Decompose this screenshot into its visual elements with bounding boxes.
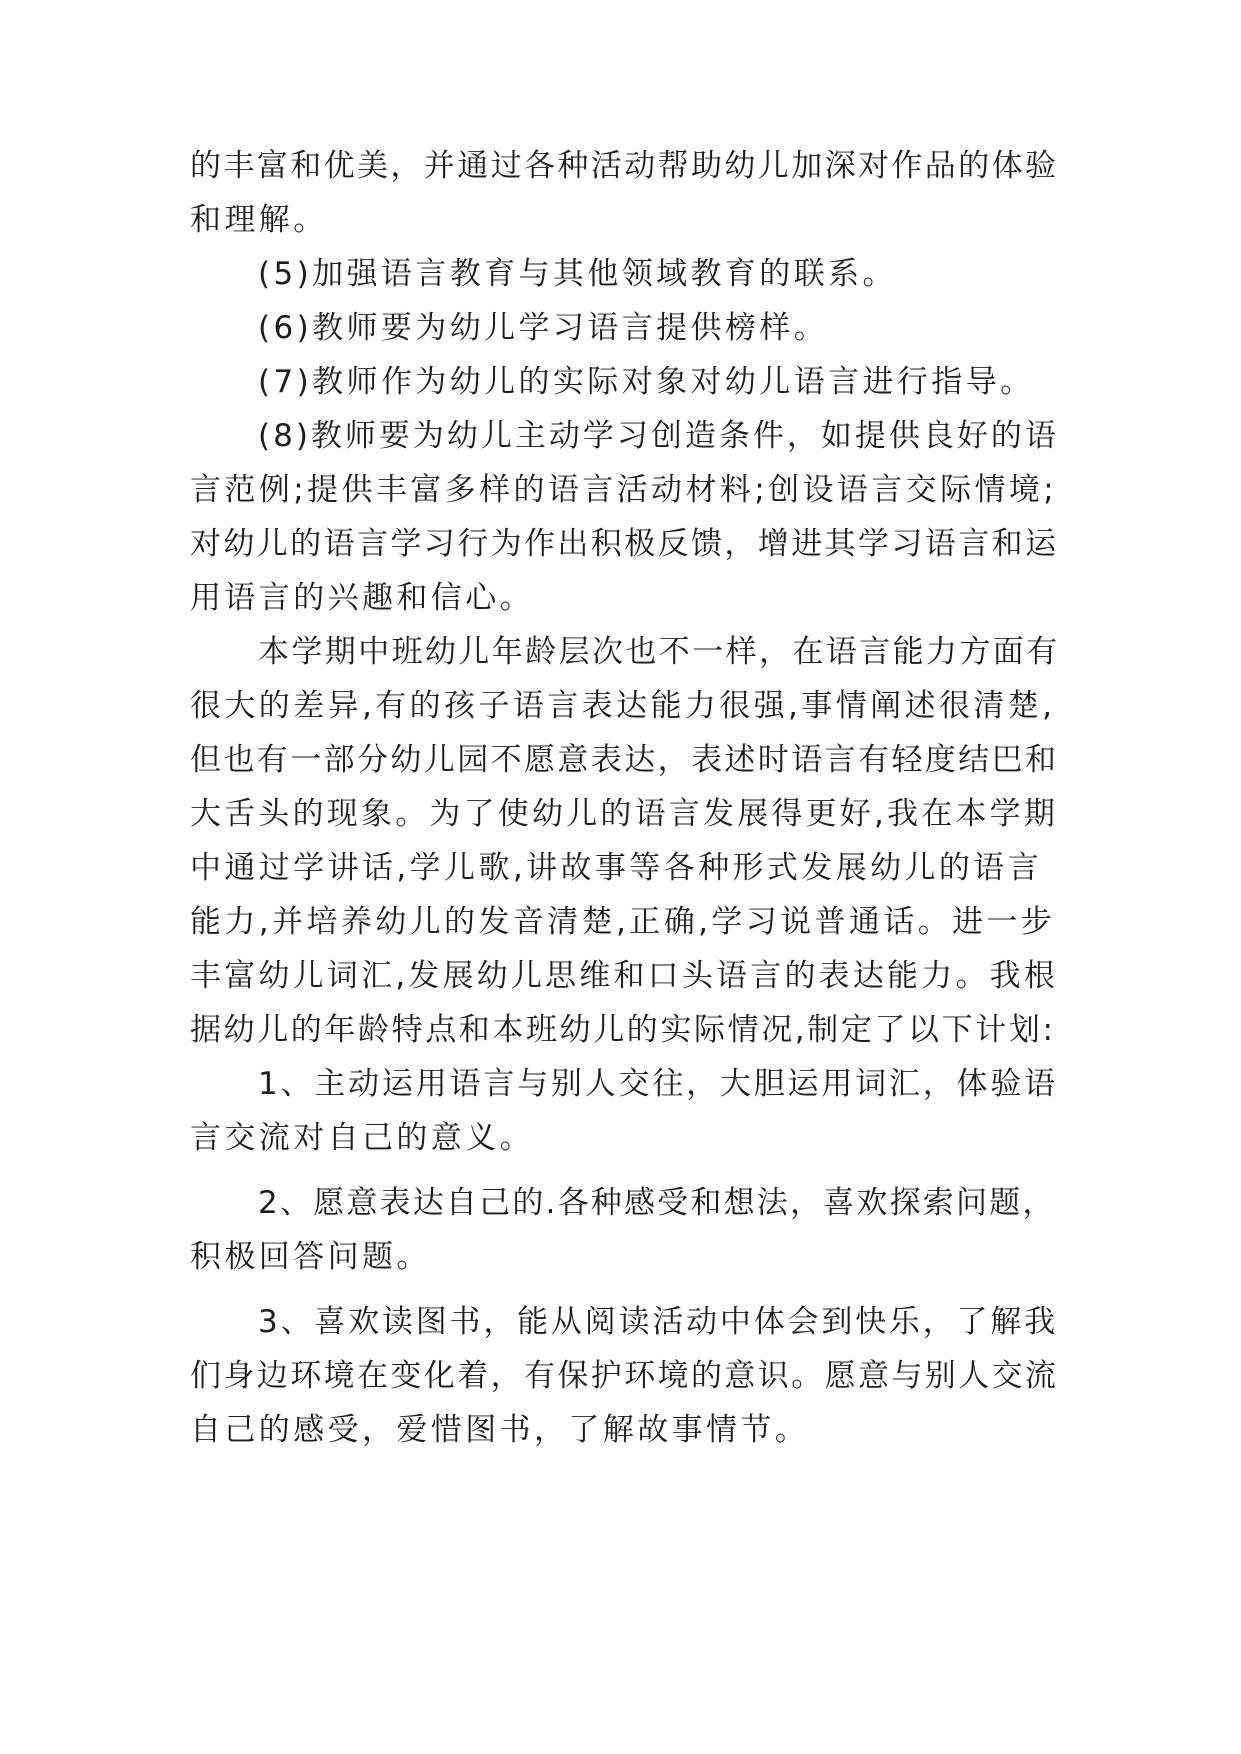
text-line: 据幼儿的年龄特点和本班幼儿的实际情况,制定了以下计划:: [190, 1012, 1056, 1048]
text-line: 丰富幼儿词汇,发展幼儿思维和口头语言的表达能力。我根: [190, 958, 1059, 994]
text-line: 中通过学讲话,学儿歌,讲故事等各种形式发展幼儿的语言: [190, 850, 1043, 886]
text-line: 对幼儿的语言学习行为作出积极反馈，增进其学习语言和运: [190, 526, 1059, 562]
text-line: 大舌头的现象。为了使幼儿的语言发展得更好,我在本学期: [190, 796, 1059, 832]
list-item-1: 1、主动运用语言与别人交往，大胆运用词汇，体验语: [258, 1066, 1058, 1102]
list-item-7: (7)教师作为幼儿的实际对象对幼儿语言进行指导。: [258, 364, 1035, 400]
text-line: 自己的感受，爱惜图书，了解故事情节。: [190, 1412, 810, 1448]
text-line: 积极回答问题。: [190, 1239, 431, 1275]
text-line: 但也有一部分幼儿园不愿意表达，表述时语言有轻度结巴和: [190, 742, 1059, 778]
text-line: 们身边环境在变化着，有保护环境的意识。愿意与别人交流: [190, 1358, 1059, 1394]
list-item-2: 2、愿意表达自己的.各种感受和想法，喜欢探索问题，: [258, 1185, 1056, 1221]
list-item-5: (5)加强语言教育与其他领域教育的联系。: [258, 256, 897, 292]
text-line: 用语言的兴趣和信心。: [190, 580, 534, 616]
list-item-6: (6)教师要为幼儿学习语言提供榜样。: [258, 310, 829, 346]
text-line: 言交流对自己的意义。: [190, 1120, 534, 1156]
text-line: 和理解。: [190, 202, 328, 238]
text-line: 能力,并培养幼儿的发音清楚,正确,学习说普通话。进一步: [190, 904, 1056, 940]
text-line: 很大的差异,有的孩子语言表达能力很强,事情阐述很清楚,: [190, 688, 1056, 724]
paragraph-start: 本学期中班幼儿年龄层次也不一样，在语言能力方面有: [258, 634, 1060, 670]
list-item-8: (8)教师要为幼儿主动学习创造条件，如提供良好的语: [258, 418, 1059, 454]
text-line: 言范例;提供丰富多样的语言活动材料;创设语言交际情境;: [190, 472, 1058, 508]
text-line: 的丰富和优美，并通过各种活动帮助幼儿加深对作品的体验: [190, 148, 1059, 184]
list-item-3: 3、喜欢读图书，能从阅读活动中体会到快乐，了解我: [258, 1304, 1058, 1340]
